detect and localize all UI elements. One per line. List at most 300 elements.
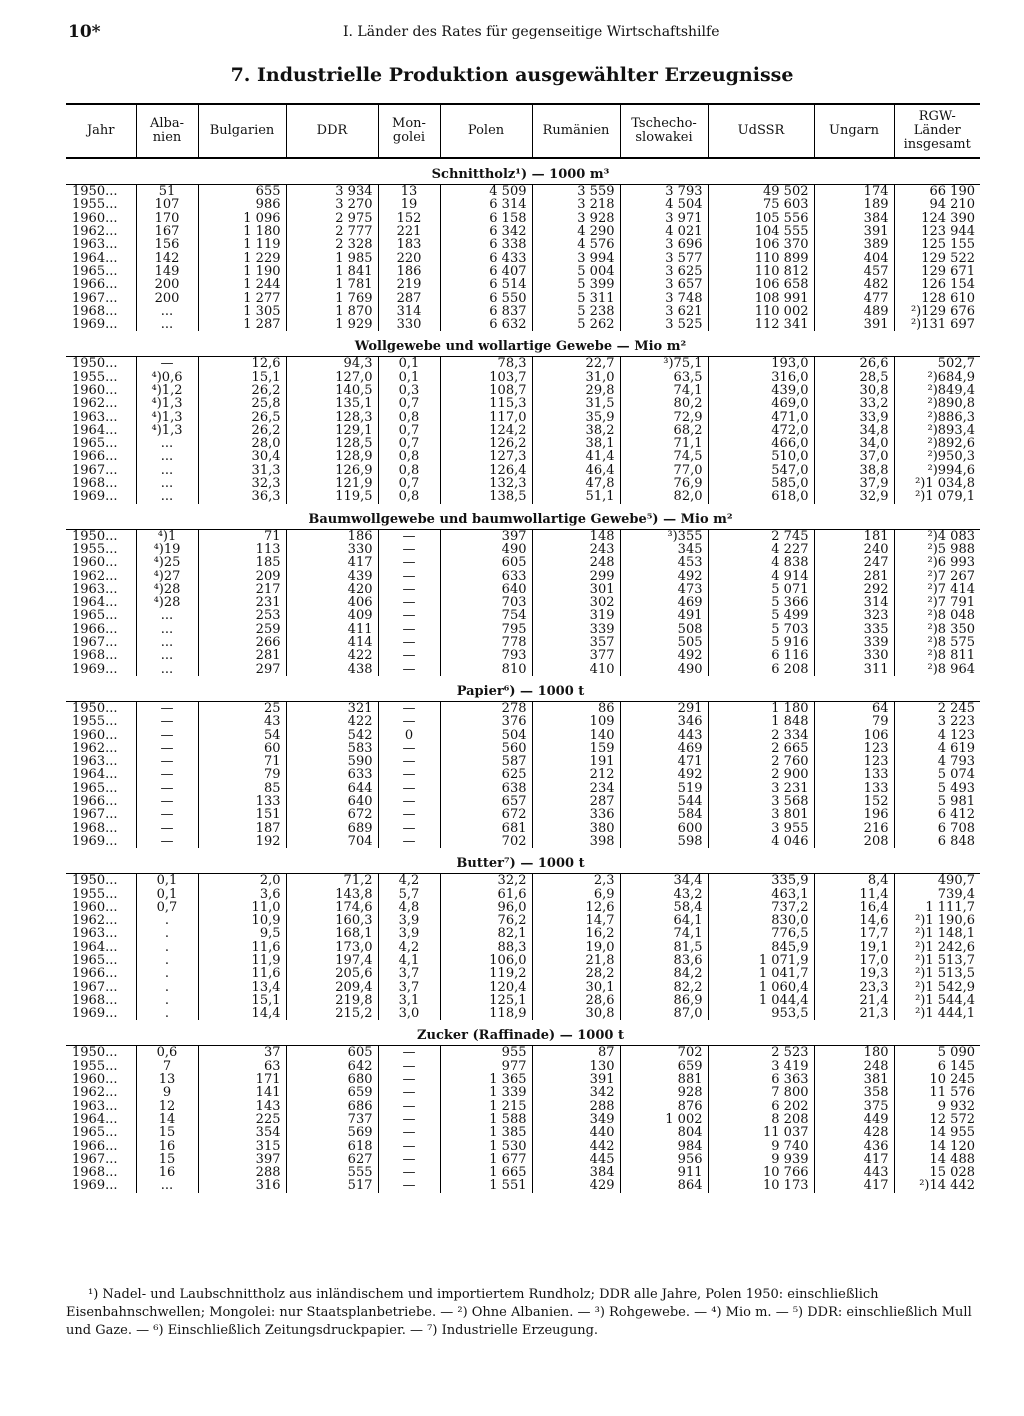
value-cell: 3 231 <box>708 782 814 795</box>
value-cell: 2 334 <box>708 728 814 741</box>
value-cell: 10,9 <box>198 914 286 927</box>
value-cell: 54 <box>198 728 286 741</box>
value-cell: 105 556 <box>708 212 814 225</box>
value-cell: 200 <box>136 291 198 304</box>
year-cell: 1967... <box>72 808 118 822</box>
value-cell: 336 <box>532 808 620 821</box>
value-cell: ... <box>136 305 198 318</box>
value-cell: 357 <box>532 636 620 649</box>
value-cell: 82,1 <box>440 927 532 940</box>
value-cell: 46,4 <box>532 464 620 477</box>
value-cell: 243 <box>532 543 620 556</box>
section-title-row <box>66 331 980 357</box>
value-cell: 605 <box>286 1046 378 1060</box>
value-cell: 21,4 <box>814 994 894 1007</box>
value-cell: 384 <box>532 1166 620 1179</box>
value-cell: 3 971 <box>620 212 708 225</box>
table-row <box>66 1139 980 1152</box>
value-cell: 22,7 <box>532 357 620 371</box>
value-cell: — <box>378 1060 440 1073</box>
table-row <box>66 556 980 569</box>
value-cell: 472,0 <box>708 424 814 437</box>
value-cell: 141 <box>198 1086 286 1099</box>
value-cell: 129 522 <box>894 251 980 264</box>
value-cell: 26,6 <box>814 357 894 371</box>
value-cell: 585,0 <box>708 477 814 490</box>
value-cell: 43 <box>198 715 286 728</box>
value-cell: 737 <box>286 1113 378 1126</box>
year-cell: 1965... <box>72 781 118 795</box>
value-cell: 3,0 <box>378 1007 440 1020</box>
value-cell: 19 <box>378 198 440 211</box>
table-row <box>66 278 980 291</box>
value-cell: 598 <box>620 835 708 848</box>
table-row <box>66 357 980 371</box>
value-cell: — <box>378 1139 440 1152</box>
value-cell: 380 <box>532 821 620 834</box>
value-cell: ²)7 414 <box>894 583 980 596</box>
value-cell: — <box>378 835 440 848</box>
value-cell: ²)8 964 <box>894 663 980 676</box>
value-cell: 14 488 <box>894 1153 980 1166</box>
value-cell: 19,3 <box>814 967 894 980</box>
value-cell: 240 <box>814 543 894 556</box>
value-cell: 25 <box>198 701 286 715</box>
value-cell: 1 190 <box>198 265 286 278</box>
year-cell: 1969... <box>72 834 118 849</box>
value-cell: 0,3 <box>378 384 440 397</box>
footnote-text: ¹) Nadel- und Laubschnittholz aus inländischem und importiertem Rundholz; DDR alle Jahre, Polen 1950: einschließlich Eisenbahnschwellen; Mongolei: nur Staatsplanbetriebe. — ²) Ohne Albanien. — ³) Rohgewebe. — ⁴) Mio m. — ⁵) DDR: einschließlich Mull und Gaze. — ⁶) Einschließlich Zeitungsdruckpapier. — ⁷) Industrielle Erzeugung. <box>66 1287 972 1338</box>
value-cell: 1 339 <box>440 1086 532 1099</box>
value-cell: 397 <box>440 529 532 543</box>
value-cell: 171 <box>198 1073 286 1086</box>
value-cell: 5 004 <box>532 265 620 278</box>
value-cell: 417 <box>286 556 378 569</box>
value-cell: 986 <box>198 198 286 211</box>
value-cell: 197,4 <box>286 954 378 967</box>
value-cell: 956 <box>620 1153 708 1166</box>
table-row <box>66 371 980 384</box>
column-header: Ungarn <box>814 104 894 158</box>
value-cell: 82,2 <box>620 980 708 993</box>
value-cell: 376 <box>440 715 532 728</box>
value-cell: 6 550 <box>440 291 532 304</box>
value-cell: 453 <box>620 556 708 569</box>
value-cell: 3 696 <box>620 238 708 251</box>
value-cell: 339 <box>532 623 620 636</box>
value-cell: 793 <box>440 649 532 662</box>
table-row <box>66 251 980 264</box>
value-cell: 4 123 <box>894 728 980 741</box>
value-cell: 74,1 <box>620 927 708 940</box>
column-header-row <box>66 104 980 158</box>
value-cell: 2,3 <box>532 874 620 888</box>
value-cell: 6 158 <box>440 212 532 225</box>
year-cell: 1967... <box>72 1152 118 1166</box>
year-cell: 1964... <box>72 768 118 782</box>
year-cell: 1955... <box>72 198 118 212</box>
value-cell: ²)1 513,5 <box>894 967 980 980</box>
value-cell: — <box>378 596 440 609</box>
value-cell: ³)355 <box>620 529 708 543</box>
value-cell: 2 745 <box>708 529 814 543</box>
value-cell: 354 <box>198 1126 286 1139</box>
table-row <box>66 649 980 662</box>
value-cell: 600 <box>620 821 708 834</box>
value-cell: 5 366 <box>708 596 814 609</box>
value-cell: 3 223 <box>894 715 980 728</box>
value-cell: 71 <box>198 529 286 543</box>
value-cell: 5 499 <box>708 609 814 622</box>
value-cell: 96,0 <box>440 901 532 914</box>
value-cell: 129,1 <box>286 424 378 437</box>
value-cell: 140 <box>532 728 620 741</box>
value-cell: 128,9 <box>286 450 378 463</box>
value-cell: 106,0 <box>440 954 532 967</box>
value-cell: ⁴)19 <box>136 543 198 556</box>
value-cell: — <box>378 795 440 808</box>
value-cell: 64 <box>814 701 894 715</box>
table-row <box>66 185 980 199</box>
table-row <box>66 212 980 225</box>
value-cell: 110 899 <box>708 251 814 264</box>
value-cell: — <box>378 715 440 728</box>
value-cell: 6 514 <box>440 278 532 291</box>
value-cell: 129 671 <box>894 265 980 278</box>
value-cell: 442 <box>532 1139 620 1152</box>
value-cell: 112 341 <box>708 318 814 331</box>
value-cell: 830,0 <box>708 914 814 927</box>
value-cell: . <box>136 954 198 967</box>
value-cell: 1 060,4 <box>708 980 814 993</box>
value-cell: 6 632 <box>440 318 532 331</box>
value-cell: 32,3 <box>198 477 286 490</box>
value-cell: 221 <box>378 225 440 238</box>
value-cell: — <box>136 835 198 848</box>
year-cell: 1968... <box>72 1166 118 1180</box>
value-cell: 119,5 <box>286 490 378 503</box>
value-cell: 984 <box>620 1139 708 1152</box>
year-cell: 1963... <box>72 582 118 597</box>
value-cell: 5 262 <box>532 318 620 331</box>
value-cell: 519 <box>620 782 708 795</box>
value-cell: 259 <box>198 623 286 636</box>
table-row <box>66 1166 980 1179</box>
year-cell: 1969... <box>72 317 118 332</box>
value-cell: 12 <box>136 1100 198 1113</box>
value-cell: 928 <box>620 1086 708 1099</box>
value-cell: — <box>378 663 440 676</box>
value-cell: 113 <box>198 543 286 556</box>
value-cell: 212 <box>532 768 620 781</box>
value-cell: 80,2 <box>620 397 708 410</box>
value-cell: 4 227 <box>708 543 814 556</box>
table-row <box>66 450 980 463</box>
value-cell: 414 <box>286 636 378 649</box>
year-cell: 1962... <box>72 224 118 239</box>
value-cell: ⁴)0,6 <box>136 371 198 384</box>
year-cell: 1960... <box>72 211 118 225</box>
value-cell: 704 <box>286 835 378 848</box>
value-cell: 321 <box>286 701 378 715</box>
value-cell: 5 981 <box>894 795 980 808</box>
value-cell: 4 509 <box>440 185 532 199</box>
value-cell: 0,7 <box>378 477 440 490</box>
value-cell: 11,6 <box>198 941 286 954</box>
value-cell: 301 <box>532 583 620 596</box>
value-cell: 191 <box>532 755 620 768</box>
value-cell: 21,3 <box>814 1007 894 1020</box>
value-cell: 5 071 <box>708 583 814 596</box>
table-row <box>66 424 980 437</box>
value-cell: 79 <box>198 768 286 781</box>
value-cell: 466,0 <box>708 437 814 450</box>
table-row <box>66 1007 980 1020</box>
table-row <box>66 265 980 278</box>
year-cell: 1962... <box>72 569 118 583</box>
value-cell: 6 412 <box>894 808 980 821</box>
value-cell: 473 <box>620 583 708 596</box>
value-cell: 5,7 <box>378 887 440 900</box>
table-row <box>66 715 980 728</box>
value-cell: 469 <box>620 596 708 609</box>
table-row <box>66 835 980 848</box>
value-cell: — <box>378 701 440 715</box>
value-cell: 4 838 <box>708 556 814 569</box>
value-cell: — <box>378 755 440 768</box>
year-cell: 1950... <box>72 184 118 199</box>
value-cell: 330 <box>378 318 440 331</box>
value-cell: 342 <box>532 1086 620 1099</box>
value-cell: ²)6 993 <box>894 556 980 569</box>
value-cell: — <box>136 782 198 795</box>
value-cell: 14 <box>136 1113 198 1126</box>
year-cell: 1969... <box>72 1179 118 1193</box>
value-cell: 28,5 <box>814 371 894 384</box>
value-cell: — <box>136 728 198 741</box>
value-cell: 219 <box>378 278 440 291</box>
table-row <box>66 569 980 582</box>
value-cell: 37,9 <box>814 477 894 490</box>
value-cell: 508 <box>620 623 708 636</box>
value-cell: 544 <box>620 795 708 808</box>
value-cell: 34,8 <box>814 424 894 437</box>
value-cell: 106 658 <box>708 278 814 291</box>
value-cell: 1 841 <box>286 265 378 278</box>
value-cell: 219,8 <box>286 994 378 1007</box>
value-cell: ⁴)1,3 <box>136 424 198 437</box>
value-cell: 8 208 <box>708 1113 814 1126</box>
value-cell: 864 <box>620 1179 708 1192</box>
value-cell: 16,2 <box>532 927 620 940</box>
value-cell: 672 <box>440 808 532 821</box>
value-cell: 1 769 <box>286 291 378 304</box>
value-cell: 51 <box>136 185 198 199</box>
value-cell: 490 <box>440 543 532 556</box>
value-cell: ... <box>136 649 198 662</box>
table-row <box>66 1060 980 1073</box>
value-cell: 319 <box>532 609 620 622</box>
value-cell: 2 777 <box>286 225 378 238</box>
year-cell: 1965... <box>72 609 118 623</box>
value-cell: 0,7 <box>378 437 440 450</box>
value-cell: 38,8 <box>814 464 894 477</box>
value-cell: 15 <box>136 1126 198 1139</box>
value-cell: 587 <box>440 755 532 768</box>
value-cell: 3,7 <box>378 980 440 993</box>
value-cell: 82,0 <box>620 490 708 503</box>
value-cell: 37 <box>198 1046 286 1060</box>
table-row <box>66 914 980 927</box>
value-cell: ⁴)28 <box>136 596 198 609</box>
value-cell: 31,5 <box>532 397 620 410</box>
value-cell: 12,6 <box>198 357 286 371</box>
value-cell: 74,1 <box>620 384 708 397</box>
value-cell: 66 190 <box>894 185 980 199</box>
year-cell: 1968... <box>72 993 118 1008</box>
value-cell: 5 916 <box>708 636 814 649</box>
year-cell: 1962... <box>72 1086 118 1100</box>
year-cell: 1960... <box>72 728 118 742</box>
value-cell: 25,8 <box>198 397 286 410</box>
year-cell: 1966... <box>72 450 118 464</box>
table-row <box>66 1046 980 1060</box>
value-cell: 398 <box>532 835 620 848</box>
value-cell: 469,0 <box>708 397 814 410</box>
value-cell: 845,9 <box>708 941 814 954</box>
year-cell: 1963... <box>72 1099 118 1113</box>
value-cell: 135,1 <box>286 397 378 410</box>
value-cell: 287 <box>378 291 440 304</box>
value-cell: 6 407 <box>440 265 532 278</box>
value-cell: 185 <box>198 556 286 569</box>
year-cell: 1962... <box>72 397 118 411</box>
value-cell: 0,1 <box>136 887 198 900</box>
year-cell: 1967... <box>72 980 118 994</box>
value-cell: 3 801 <box>708 808 814 821</box>
value-cell: 168,1 <box>286 927 378 940</box>
value-cell: 1 119 <box>198 238 286 251</box>
table-row <box>66 623 980 636</box>
value-cell: . <box>136 980 198 993</box>
value-cell: 170 <box>136 212 198 225</box>
value-cell: 1 985 <box>286 251 378 264</box>
value-cell: ²)7 267 <box>894 569 980 582</box>
value-cell: — <box>136 795 198 808</box>
value-cell: 0,8 <box>378 410 440 423</box>
value-cell: 21,8 <box>532 954 620 967</box>
value-cell: 140,5 <box>286 384 378 397</box>
value-cell: 11,0 <box>198 901 286 914</box>
value-cell: 1 215 <box>440 1100 532 1113</box>
value-cell: 1 096 <box>198 212 286 225</box>
table-row <box>66 941 980 954</box>
value-cell: 1 305 <box>198 305 286 318</box>
value-cell: 41,4 <box>532 450 620 463</box>
value-cell: 302 <box>532 596 620 609</box>
value-cell: 0,7 <box>378 424 440 437</box>
value-cell: 409 <box>286 609 378 622</box>
value-cell: 330 <box>286 543 378 556</box>
value-cell: 3 621 <box>620 305 708 318</box>
value-cell: 5 074 <box>894 768 980 781</box>
year-cell: 1969... <box>72 662 118 676</box>
value-cell: 1 044,4 <box>708 994 814 1007</box>
value-cell: 297 <box>198 663 286 676</box>
column-header: Jahr <box>66 104 136 158</box>
value-cell: 5 399 <box>532 278 620 291</box>
value-cell: 117,0 <box>440 410 532 423</box>
value-cell: 13 <box>136 1073 198 1086</box>
value-cell: ... <box>136 490 198 503</box>
value-cell: 605 <box>440 556 532 569</box>
value-cell: 8,4 <box>814 874 894 888</box>
year-cell: 1950... <box>72 529 118 543</box>
value-cell: 127,0 <box>286 371 378 384</box>
value-cell: ²)1 242,6 <box>894 941 980 954</box>
value-cell: 881 <box>620 1073 708 1086</box>
value-cell: — <box>378 1179 440 1192</box>
year-cell: 1964... <box>72 251 118 265</box>
value-cell: 316,0 <box>708 371 814 384</box>
value-cell: 63 <box>198 1060 286 1073</box>
value-cell: ... <box>136 450 198 463</box>
value-cell: 659 <box>620 1060 708 1073</box>
table-row <box>66 1153 980 1166</box>
value-cell: — <box>136 755 198 768</box>
section-title-row <box>66 676 980 702</box>
value-cell: 32,2 <box>440 874 532 888</box>
year-cell: 1966... <box>72 967 118 981</box>
value-cell: 633 <box>286 768 378 781</box>
value-cell: 3 568 <box>708 795 814 808</box>
value-cell: 2 900 <box>708 768 814 781</box>
value-cell: 173,0 <box>286 941 378 954</box>
value-cell: 3,7 <box>378 967 440 980</box>
value-cell: 0,8 <box>378 450 440 463</box>
value-cell: 680 <box>286 1073 378 1086</box>
value-cell: 3,9 <box>378 927 440 940</box>
value-cell: — <box>378 1073 440 1086</box>
value-cell: 231 <box>198 596 286 609</box>
value-cell: — <box>378 768 440 781</box>
value-cell: 288 <box>532 1100 620 1113</box>
value-cell: 469 <box>620 742 708 755</box>
value-cell: 81,5 <box>620 941 708 954</box>
value-cell: 1 071,9 <box>708 954 814 967</box>
year-cell: 1964... <box>72 940 118 954</box>
year-cell: 1964... <box>72 423 118 438</box>
value-cell: 14,4 <box>198 1007 286 1020</box>
value-cell: 148 <box>532 529 620 543</box>
value-cell: — <box>136 808 198 821</box>
value-cell: 189 <box>814 198 894 211</box>
value-cell: 384 <box>814 212 894 225</box>
value-cell: 555 <box>286 1166 378 1179</box>
value-cell: 0,1 <box>136 874 198 888</box>
value-cell: 127,3 <box>440 450 532 463</box>
value-cell: 19,1 <box>814 941 894 954</box>
value-cell: 123 944 <box>894 225 980 238</box>
value-cell: 335,9 <box>708 874 814 888</box>
value-cell: ²)4 083 <box>894 529 980 543</box>
value-cell: 315 <box>198 1139 286 1152</box>
value-cell: 443 <box>814 1166 894 1179</box>
value-cell: — <box>136 821 198 834</box>
year-cell: 1962... <box>72 741 118 755</box>
value-cell: — <box>378 649 440 662</box>
value-cell: 4,1 <box>378 954 440 967</box>
